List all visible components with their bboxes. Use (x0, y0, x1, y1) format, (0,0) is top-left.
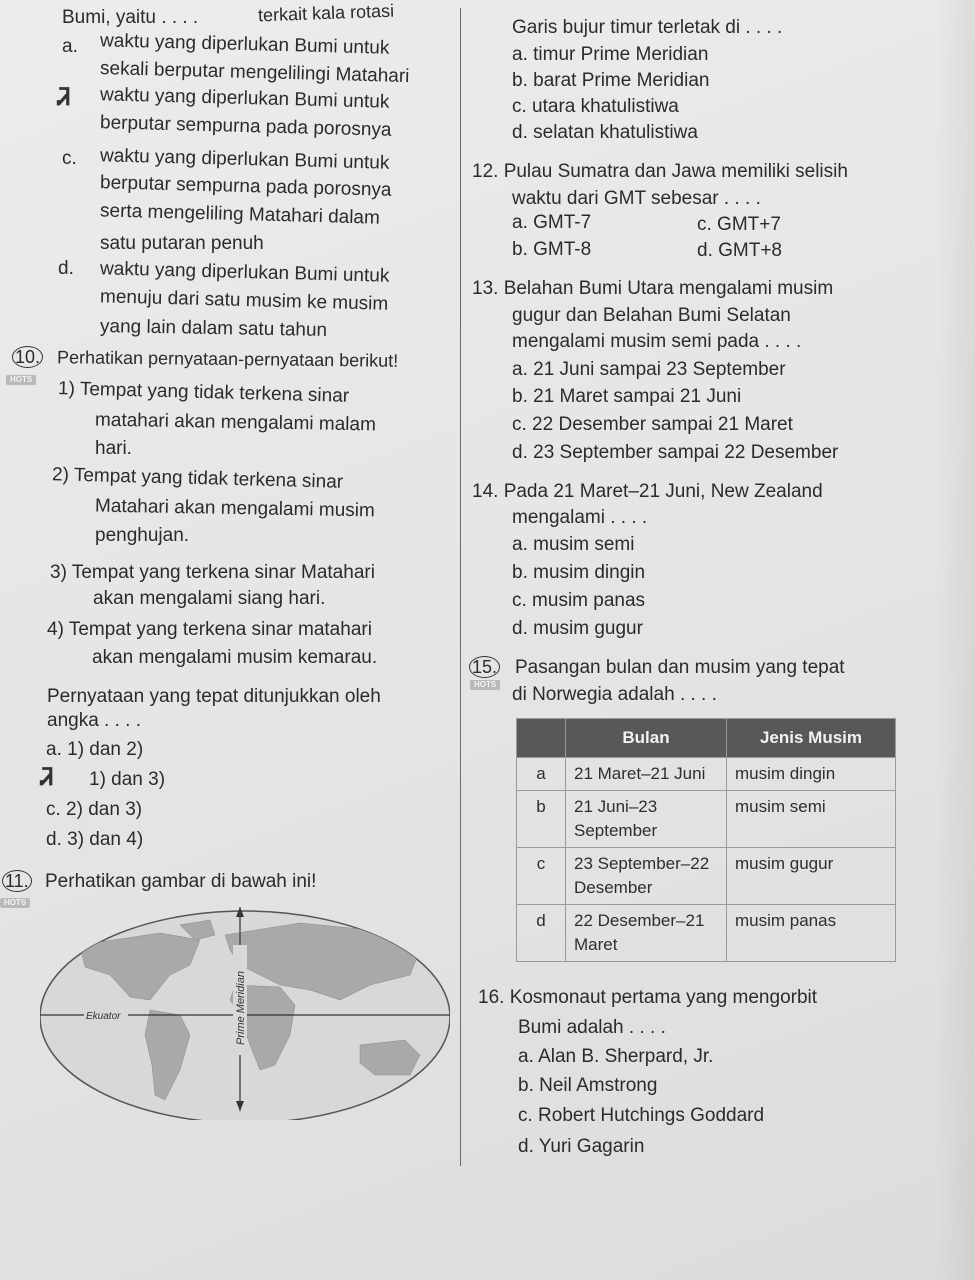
q14-option-a: a. musim semi (512, 534, 635, 555)
q9-option-a-line2: sekali berputar mengelilingi Matahari (99, 57, 410, 88)
world-map (40, 905, 450, 1120)
q14-stem-line1: 14. Pada 21 Maret–21 Juni, New Zealand (472, 481, 823, 502)
q9-option-d-line2: menuju dari satu musim ke musim (99, 286, 389, 315)
q10-title: Perhatikan pernyataan-pernyataan berikut! (56, 347, 399, 371)
q13-stem-line2: gugur dan Belahan Bumi Selatan (512, 305, 791, 326)
q11-number-circled: 11. (2, 870, 32, 892)
equator-label: Ekuator (86, 1011, 121, 1022)
table-cell-bulan-line2: Maret (574, 935, 618, 954)
q15-stem-line1: Pasangan bulan dan musim yang tepat (515, 657, 845, 678)
q16-stem-line2: Bumi adalah . . . . (518, 1017, 666, 1038)
table-cell-bulan: 21 Maret–21 Juni (566, 758, 727, 791)
q9-option-b-line1: waktu yang diperlukan Bumi untuk (99, 84, 390, 113)
q14-option-b: b. musim dingin (512, 562, 646, 583)
table-cell-bulan-line1: 21 Juni–23 (574, 797, 658, 816)
column-divider (460, 8, 461, 1166)
q16-stem-line1: 16. Kosmonaut pertama yang mengorbit (478, 987, 818, 1008)
table-cell-musim: musim semi (727, 791, 896, 848)
table-header-bulan: Bulan (566, 719, 727, 758)
q13-option-a: a. 21 Juni sampai 23 September (512, 359, 786, 380)
table-cell-musim: musim panas (727, 905, 896, 962)
q16-option-b: b. Neil Amstrong (518, 1075, 658, 1096)
q15-number-circled: 15. (469, 656, 500, 678)
table-row (517, 905, 896, 962)
q14-option-c: c. musim panas (512, 590, 646, 611)
q15-hots-badge: HOTS (470, 680, 500, 690)
prime-meridian-label: Prime Meridian (235, 971, 247, 1045)
scan-edge-shadow (935, 0, 975, 1280)
q9-option-c-line2: berputar sempurna pada porosnya (99, 172, 392, 201)
q15-stem-line2: di Norwegia adalah . . . . (512, 684, 717, 705)
table-header-musim: Jenis Musim (727, 719, 896, 758)
table-cell-bulan-line1: 22 Desember–21 (574, 911, 705, 930)
table-row (517, 758, 896, 791)
table-row-label: c (517, 848, 566, 905)
q9-option-d-line3: yang lain dalam satu tahun (99, 316, 328, 341)
q12-option-d: d. GMT+8 (697, 240, 782, 261)
q9-option-c-line3: serta mengeliling Matahari dalam (99, 200, 381, 229)
table-row-label: a (517, 758, 566, 791)
q10-hots-badge: HOTS (6, 375, 36, 385)
table-row-label: b (517, 791, 566, 848)
table-row-label: d (517, 905, 566, 962)
q12-option-b: b. GMT-8 (512, 239, 592, 260)
q10-number (12, 345, 43, 371)
q9-option-a-line1: waktu yang diperlukan Bumi untuk (99, 30, 390, 59)
q9-option-d-line1: waktu yang diperlukan Bumi untuk (99, 258, 390, 287)
table-cell-bulan (566, 905, 727, 962)
q10-statement-1-line1: 1) Tempat yang tidak terkena sinar (57, 378, 350, 407)
q12-stem-line1: 12. Pulau Sumatra dan Jawa memiliki selisih (472, 161, 848, 182)
q13-stem-line3: mengalami musim semi pada . . . . (512, 331, 802, 352)
q14-option-d: d. musim gugur (512, 618, 643, 639)
q13-option-d: d. 23 September sampai 22 Desember (512, 442, 839, 463)
q10-statement-4-line2: akan mengalami musim kemarau. (92, 647, 378, 668)
q10-statement-1-line3: hari. (95, 438, 132, 459)
q11-option-d: d. selatan khatulistiwa (512, 122, 698, 143)
q10-question-line2: angka . . . . (47, 710, 141, 731)
q10-statement-1-line2: matahari akan mengalami malam (94, 409, 377, 436)
q12-stem-line2: waktu dari GMT sebesar . . . . (512, 188, 761, 209)
table-row (517, 791, 896, 848)
q10-statement-2-line3: penghujan. (95, 525, 190, 546)
table-cell-bulan-line2: September (574, 821, 658, 840)
table-cell-bulan-line2: Desember (574, 878, 653, 897)
q10-number-circled: 10. (12, 346, 43, 368)
world-map-svg (40, 905, 450, 1120)
q15-season-table (516, 718, 896, 962)
q9-option-c-line4: satu putaran penuh (100, 233, 264, 254)
q16-option-a: a. Alan B. Sherpard, Jr. (518, 1046, 714, 1067)
q12-option-a: a. GMT-7 (512, 212, 592, 233)
q13-option-b: b. 21 Maret sampai 21 Juni (512, 386, 742, 407)
q11-stem: Garis bujur timur terletak di . . . . (512, 17, 783, 38)
q10-question: Pernyataan yang tepat ditunjukkan oleh (47, 686, 381, 707)
table-cell-bulan-line1: 23 September–22 (574, 854, 710, 873)
q10-statement-2-line2: Matahari akan mengalami musim (94, 495, 376, 522)
q9-option-d-letter: d. (58, 258, 74, 279)
q10-option-a: a. 1) dan 2) (46, 739, 144, 760)
q10-statement-2-line1: 2) Tempat yang tidak terkena sinar (51, 464, 344, 493)
q11-number (2, 869, 32, 895)
table-row (517, 848, 896, 905)
q9-option-c-line1: waktu yang diperlukan Bumi untuk (99, 145, 390, 174)
q16-option-d: d. Yuri Gagarin (518, 1136, 645, 1157)
q16-option-c: c. Robert Hutchings Goddard (518, 1105, 765, 1126)
q11-option-b: b. barat Prime Meridian (512, 70, 710, 91)
q10-statement-3-line2: akan mengalami siang hari. (93, 588, 326, 609)
q9-top-fragment: terkait kala rotasi (257, 0, 395, 26)
q11-option-a: a. timur Prime Meridian (512, 44, 709, 65)
q13-stem-line1: 13. Belahan Bumi Utara mengalami musim (472, 278, 834, 299)
q14-stem-line2: mengalami . . . . (512, 507, 648, 528)
q11-option-c: c. utara khatulistiwa (512, 96, 679, 117)
q9-stem: Bumi, yaitu . . . . (62, 7, 199, 28)
q9-option-c-letter: c. (62, 148, 77, 169)
q13-option-c: c. 22 Desember sampai 21 Maret (512, 414, 793, 435)
q11-title: Perhatikan gambar di bawah ini! (45, 871, 317, 892)
q9-option-a-letter: a. (62, 36, 78, 57)
q10-answer-cross-mark: Ꮨ (40, 764, 54, 791)
table-cell-bulan (566, 848, 727, 905)
q10-option-c: c. 2) dan 3) (46, 799, 143, 820)
table-header-label (517, 719, 566, 758)
table-cell-musim: musim gugur (727, 848, 896, 905)
q11-hots-badge: HOTS (0, 898, 30, 908)
table-cell-bulan (566, 791, 727, 848)
q10-statement-3-line1: 3) Tempat yang terkena sinar Matahari (50, 562, 375, 583)
q10-statement-4-line1: 4) Tempat yang terkena sinar matahari (47, 619, 372, 640)
q9-answer-cross-mark: Ꮨ (57, 84, 71, 111)
q10-option-b: 1) dan 3) (89, 769, 166, 790)
q9-option-b-line2: berputar sempurna pada porosnya (99, 112, 392, 141)
table-cell-musim: musim dingin (727, 758, 896, 791)
q12-option-c: c. GMT+7 (697, 214, 781, 235)
table-header-row (517, 719, 896, 758)
q15-number (469, 655, 500, 681)
q10-option-d: d. 3) dan 4) (46, 829, 144, 850)
